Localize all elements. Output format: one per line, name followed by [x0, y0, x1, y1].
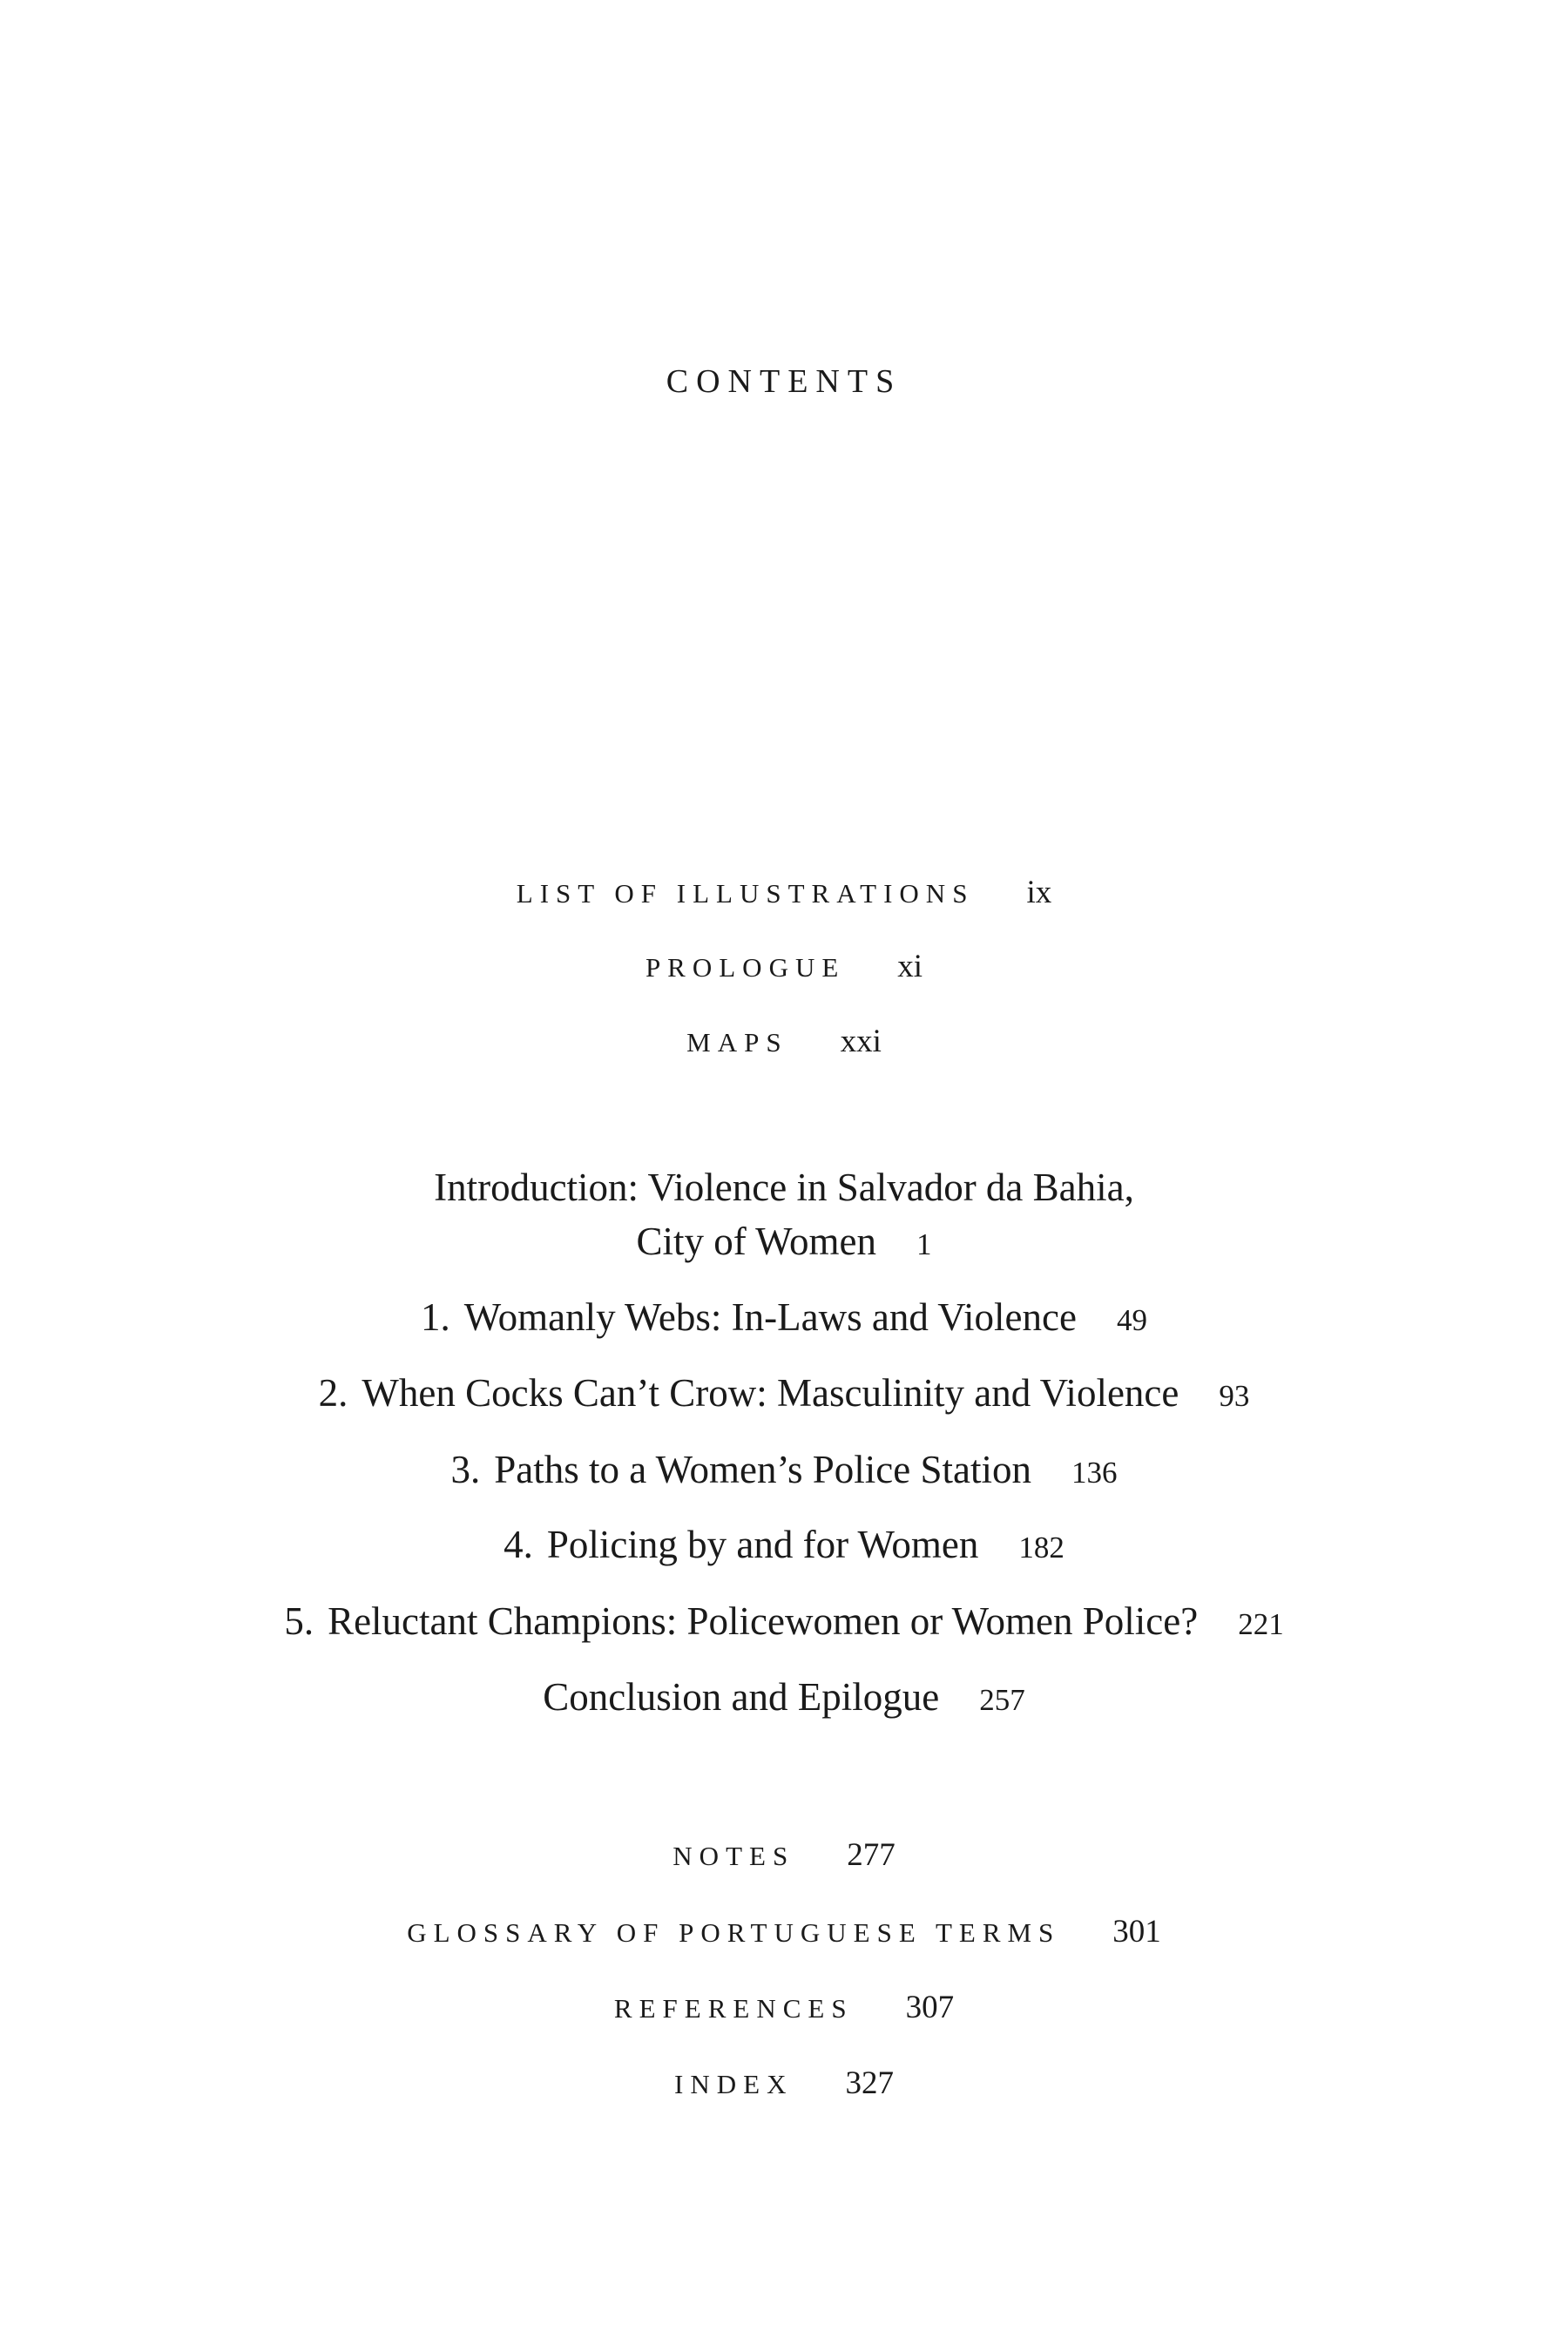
chapter-number: 3. — [450, 1448, 481, 1491]
entry-title-line1: Introduction: Violence in Salvador da Bahia, — [434, 1166, 1134, 1209]
entry-title: Womanly Webs: In-Laws and Violence — [463, 1295, 1077, 1339]
toc-entry-notes[interactable] — [0, 1836, 1568, 1874]
toc-entry-maps[interactable] — [0, 1023, 1568, 1060]
entry-page-number: 182 — [1018, 1531, 1064, 1565]
entry-page-number: xxi — [840, 1024, 882, 1059]
entry-page-number: 307 — [905, 1990, 955, 2025]
toc-entry-conclusion[interactable] — [0, 1674, 1568, 1720]
entry-title: INDEX — [674, 2069, 794, 2099]
entry-page-number: 327 — [845, 2065, 894, 2101]
entry-title: REFERENCES — [613, 1993, 854, 2024]
entry-title: GLOSSARY OF PORTUGUESE TERMS — [407, 1917, 1061, 1948]
entry-page-number: 221 — [1238, 1607, 1284, 1641]
entry-page-number: 257 — [979, 1683, 1025, 1717]
entry-title: Policing by and for Women — [546, 1523, 979, 1566]
entry-page-number: 301 — [1112, 1914, 1161, 1950]
entry-title: Reluctant Champions: Policewomen or Women Police? — [328, 1599, 1199, 1643]
toc-entry-chapter-5[interactable] — [0, 1598, 1568, 1644]
toc-entry-references[interactable] — [0, 1989, 1568, 2026]
entry-title: Paths to a Women’s Police Station — [494, 1448, 1032, 1491]
entry-page-number: xi — [897, 949, 923, 984]
toc-entry-introduction[interactable] — [0, 1165, 1568, 1210]
toc-entry-chapter-4[interactable] — [0, 1522, 1568, 1567]
entry-title: Conclusion and Epilogue — [543, 1675, 940, 1719]
entry-title-line2: City of Women — [636, 1220, 877, 1263]
entry-title: NOTES — [672, 1841, 795, 1871]
entry-page-number: ix — [1026, 875, 1052, 910]
entry-title: LIST OF ILLUSTRATIONS — [516, 878, 975, 909]
entry-title: MAPS — [686, 1027, 788, 1058]
entry-page-number: 93 — [1219, 1379, 1250, 1413]
chapter-number: 4. — [504, 1523, 533, 1566]
entry-page-number: 49 — [1116, 1303, 1147, 1337]
entry-page-number: 277 — [847, 1837, 896, 1873]
chapter-number: 5. — [284, 1599, 314, 1643]
toc-entry-chapter-1[interactable] — [0, 1294, 1568, 1340]
toc-entry-chapter-3[interactable] — [0, 1447, 1568, 1492]
chapter-number: 1. — [421, 1295, 450, 1339]
chapter-number: 2. — [318, 1371, 348, 1415]
toc-entry-index[interactable] — [0, 2065, 1568, 2102]
toc-entry-chapter-2[interactable] — [0, 1370, 1568, 1416]
toc-entry-list-of-illustrations[interactable] — [0, 874, 1568, 911]
toc-entry-glossary[interactable] — [0, 1913, 1568, 1950]
entry-page-number: 1 — [916, 1227, 932, 1261]
entry-title: PROLOGUE — [645, 952, 846, 983]
toc-entry-introduction-continued[interactable] — [0, 1219, 1568, 1264]
entry-page-number: 136 — [1071, 1456, 1118, 1490]
entry-title: When Cocks Can’t Crow: Masculinity and Violence — [362, 1371, 1179, 1415]
page-title: CONTENTS — [666, 363, 902, 400]
toc-entry-prologue[interactable] — [0, 948, 1568, 985]
